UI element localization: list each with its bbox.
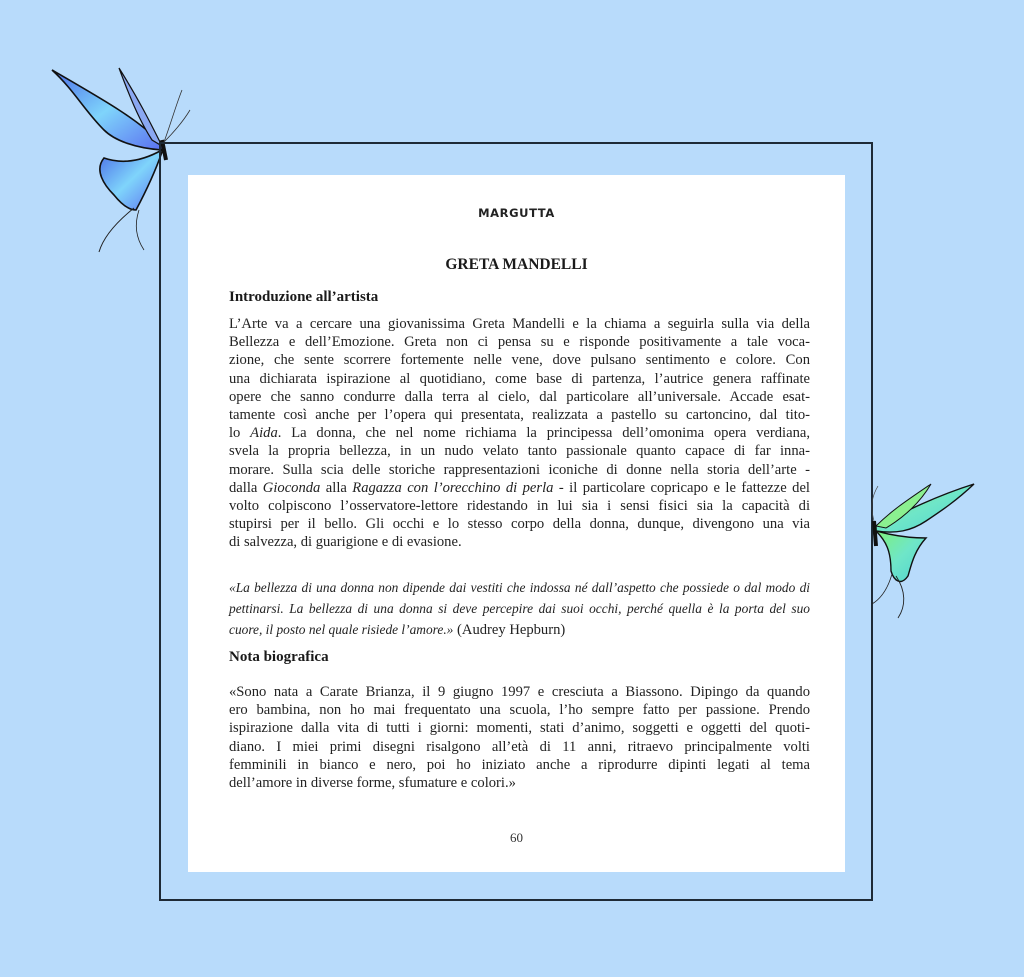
text-line bbox=[229, 424, 810, 442]
text-line: di salvezza, di guarigione e di evasione. bbox=[229, 534, 462, 551]
artwork-title: Gioconda bbox=[262, 479, 321, 496]
quote-text: «La bellezza di una donna non dipende dai vestiti che indossa né dall’aspetto che possiede o dal modo di bbox=[229, 580, 810, 595]
text-line bbox=[229, 479, 810, 497]
intro-paragraph bbox=[229, 315, 810, 552]
bio-paragraph bbox=[229, 683, 810, 792]
artwork-title: Ragazza con l’orecchino di perla bbox=[352, 479, 554, 496]
text-span: lo bbox=[229, 425, 251, 442]
quote-text: pettinarsi. La bellezza di una donna si deve percepire dai suoi occhi, perché quella è la porta del suo bbox=[229, 601, 810, 616]
text-line: svela la propria bellezza, in un nudo velato tanto passionale quanto capace di far inna- bbox=[229, 443, 810, 460]
document-page bbox=[188, 175, 845, 872]
text-span: dalla bbox=[229, 479, 263, 496]
quote-line bbox=[229, 598, 810, 619]
section-heading-intro: Introduzione all’artista bbox=[229, 289, 379, 305]
text-line: ero bambina, non ho mai frequentato una scuola, l’ho sempre fatto per passione. Prendo bbox=[229, 702, 810, 719]
text-line: ispirazione dalla vita di tutti i giorni: momenti, stati d’animo, soggetti e oggetti del quoti- bbox=[229, 720, 810, 737]
quote-text: cuore, il posto nel quale risiede l’amore.» bbox=[229, 622, 454, 637]
text-line: stupirsi per il bello. Gli occhi e lo stesso corpo della donna, dunque, divengono una via bbox=[229, 516, 810, 533]
text-line: femminili in bianco e nero, poi ho iniziato anche a riprodurre dipinti legati al tema bbox=[229, 756, 810, 773]
artwork-title: Aida bbox=[250, 425, 278, 442]
quote-line bbox=[229, 619, 810, 641]
butterfly-right-icon bbox=[866, 476, 981, 621]
text-span: . La donna, che nel nome richiama la principessa dell’omonima opera verdiana, bbox=[277, 425, 810, 442]
quote-block bbox=[229, 577, 810, 641]
text-line: diano. I miei primi disegni risalgono all’età di 11 anni, ritraevo principalmente volti bbox=[229, 738, 810, 755]
text-line: Bellezza e dell’Emozione. Greta non ci pensa su e risponde positivamente a tale voca- bbox=[229, 334, 810, 351]
section-heading-bio: Nota biografica bbox=[229, 649, 329, 665]
quote-attribution: (Audrey Hepburn) bbox=[453, 622, 566, 638]
text-line: dell’amore in diverse forme, sfumature e colori.» bbox=[229, 775, 516, 792]
text-line: volto colpiscono l’osservatore-lettore ridestando in lui sia i sensi fisici sia la capacità di bbox=[229, 498, 810, 515]
text-line: tamente così anche per l’opera qui presentata, realizzata a pastello su cartoncino, dal tito- bbox=[229, 407, 810, 424]
text-line: L’Arte va a cercare una giovanissima Greta Mandelli e la chiama a seguirla sulla via della bbox=[229, 316, 810, 332]
text-line: opere che sanno condurre dalla terra al cielo, dal particolare all’universale. Accade esat- bbox=[229, 388, 810, 405]
text-span: alla bbox=[320, 479, 353, 496]
text-line: «Sono nata a Carate Brianza, il 9 giugno 1997 e cresciuta a Biassono. Dipingo da quando bbox=[229, 684, 810, 700]
page-number: 60 bbox=[510, 830, 523, 845]
text-line: zione, che sente scorrere fortemente nelle vene, dove pulsano sentimento e colore. Con bbox=[229, 352, 810, 369]
text-line: una dichiarata ispirazione al quotidiano, come base di partenza, l’autrice genera raffinate bbox=[229, 370, 810, 387]
quote-line bbox=[229, 577, 810, 598]
text-line: morare. Sulla scia delle storiche rappresentazioni iconiche di donne nella storia dell’arte - bbox=[229, 461, 810, 478]
page-title: GRETA MANDELLI bbox=[445, 256, 588, 273]
text-span: - il particolare copricapo e le fattezze del bbox=[553, 479, 810, 496]
running-head: MARGUTTA bbox=[478, 206, 555, 220]
